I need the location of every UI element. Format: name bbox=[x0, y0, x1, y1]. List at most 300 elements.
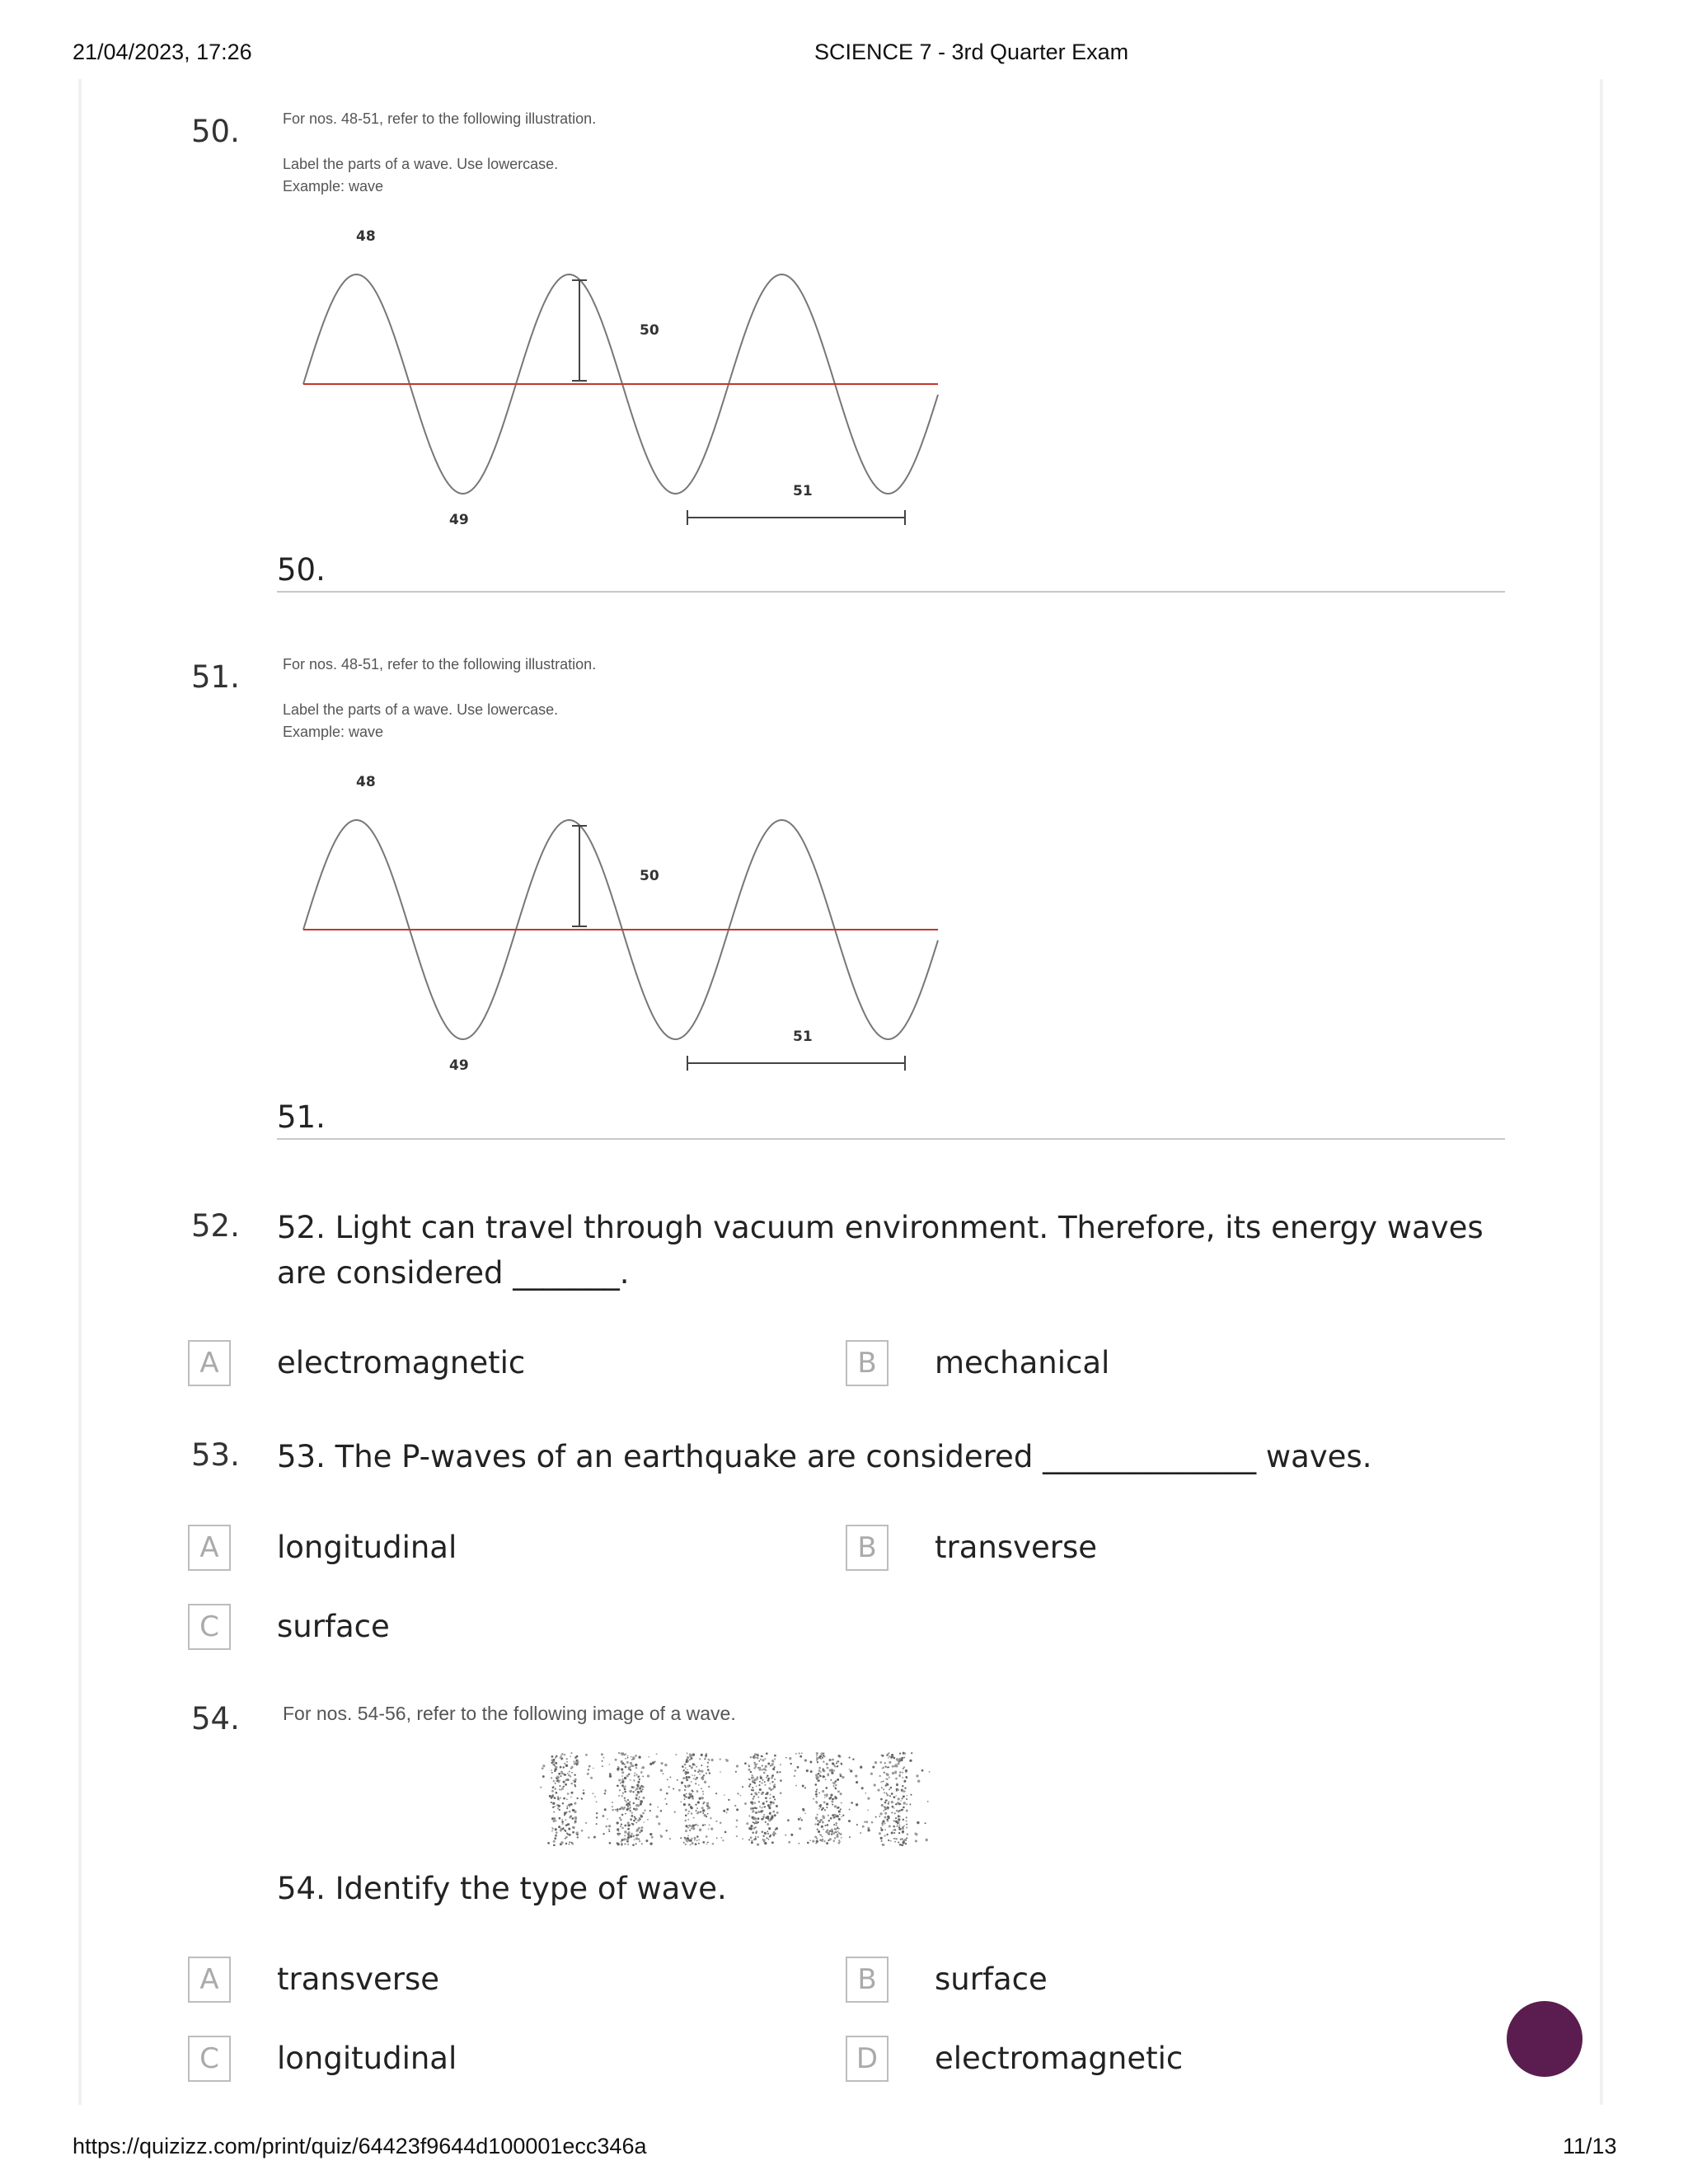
particle-dot bbox=[780, 1764, 781, 1765]
particle-dot bbox=[554, 1806, 556, 1807]
page-right-edge bbox=[1600, 79, 1603, 2105]
particle-dot bbox=[888, 1802, 889, 1804]
particle-dot bbox=[768, 1820, 770, 1821]
particle-dot bbox=[816, 1752, 818, 1755]
particle-dot bbox=[706, 1808, 708, 1810]
particle-dot bbox=[723, 1810, 725, 1812]
particle-dot bbox=[737, 1793, 739, 1795]
particle-dot bbox=[833, 1824, 835, 1825]
particle-dot bbox=[596, 1823, 598, 1825]
particle-dot bbox=[756, 1807, 757, 1809]
particle-dot bbox=[555, 1828, 557, 1830]
particle-dot bbox=[583, 1789, 584, 1791]
particle-dot bbox=[559, 1785, 560, 1787]
particle-dot bbox=[624, 1777, 626, 1779]
particle-dot bbox=[751, 1841, 753, 1844]
particle-dot bbox=[762, 1755, 763, 1757]
particle-dot bbox=[570, 1755, 571, 1757]
question-52-text: 52. Light can travel through vacuum environment. Therefore, its energy waves are considered _______. bbox=[277, 1210, 1484, 1291]
particle-dot bbox=[576, 1755, 579, 1758]
particle-dot bbox=[823, 1802, 826, 1804]
particle-dot bbox=[590, 1777, 593, 1779]
particle-dot bbox=[701, 1778, 704, 1780]
particle-dot bbox=[752, 1777, 754, 1779]
particle-dot bbox=[618, 1834, 620, 1835]
particle-dot bbox=[746, 1822, 748, 1825]
particle-dot bbox=[815, 1796, 817, 1797]
particle-dot bbox=[771, 1777, 773, 1779]
particle-dot bbox=[569, 1841, 570, 1843]
particle-dot bbox=[634, 1774, 635, 1776]
particle-dot bbox=[767, 1817, 770, 1820]
particle-dot bbox=[752, 1779, 754, 1782]
particle-dot bbox=[765, 1765, 767, 1768]
particle-dot bbox=[888, 1766, 889, 1768]
q51-answer-line[interactable] bbox=[277, 1138, 1505, 1140]
particle-dot bbox=[618, 1795, 620, 1797]
particle-dot bbox=[748, 1765, 749, 1766]
page-title: SCIENCE 7 - 3rd Quarter Exam bbox=[814, 40, 1129, 64]
particle-dot bbox=[553, 1760, 556, 1763]
q54-option-d-text[interactable]: electromagnetic bbox=[935, 2041, 1184, 2076]
particle-dot bbox=[830, 1760, 832, 1762]
q54-option-c-text[interactable]: longitudinal bbox=[277, 2041, 457, 2076]
particle-dot bbox=[757, 1755, 758, 1756]
particle-dot bbox=[895, 1821, 898, 1823]
particle-dot bbox=[903, 1807, 905, 1809]
particle-dot bbox=[722, 1840, 724, 1841]
particle-dot bbox=[626, 1801, 627, 1802]
particle-dot bbox=[567, 1779, 570, 1781]
particle-dot bbox=[560, 1755, 562, 1756]
particle-dot bbox=[624, 1830, 626, 1833]
particle-dot bbox=[701, 1765, 702, 1766]
particle-dot bbox=[767, 1779, 770, 1782]
particle-dot bbox=[893, 1832, 895, 1834]
particle-dot bbox=[751, 1816, 753, 1819]
particle-dot bbox=[902, 1785, 903, 1787]
particle-dot bbox=[703, 1774, 705, 1776]
particle-dot bbox=[757, 1821, 759, 1823]
particle-dot bbox=[814, 1783, 817, 1786]
particle-dot bbox=[809, 1761, 812, 1764]
particle-dot bbox=[810, 1770, 813, 1773]
particle-dot bbox=[689, 1830, 691, 1831]
particle-dot bbox=[720, 1771, 721, 1773]
particle-dot bbox=[771, 1789, 773, 1791]
particle-dot bbox=[701, 1770, 703, 1773]
particle-dot bbox=[572, 1831, 574, 1834]
q54-option-a-box[interactable]: A bbox=[188, 1957, 231, 2003]
particle-dot bbox=[660, 1835, 663, 1838]
particle-dot bbox=[902, 1809, 903, 1811]
particle-dot bbox=[680, 1837, 682, 1839]
particle-dot bbox=[725, 1759, 727, 1760]
particle-dot bbox=[633, 1802, 635, 1804]
particle-dot bbox=[752, 1789, 754, 1792]
q54-option-d-box[interactable]: D bbox=[846, 2036, 889, 2082]
particle-dot bbox=[629, 1790, 631, 1793]
particle-dot bbox=[692, 1842, 694, 1844]
particle-dot bbox=[710, 1827, 713, 1830]
particle-dot bbox=[865, 1793, 866, 1794]
particle-dot bbox=[698, 1784, 700, 1786]
q53-option-a-text[interactable]: longitudinal bbox=[277, 1530, 457, 1565]
particle-dot bbox=[637, 1819, 640, 1821]
particle-dot bbox=[695, 1843, 697, 1845]
particle-dot bbox=[706, 1802, 709, 1805]
particle-dot bbox=[687, 1752, 688, 1754]
particle-dot bbox=[699, 1758, 701, 1760]
particle-dot bbox=[555, 1762, 557, 1765]
particle-dot bbox=[689, 1794, 691, 1796]
particle-dot bbox=[684, 1772, 686, 1774]
particle-dot bbox=[774, 1755, 776, 1757]
particle-dot bbox=[834, 1805, 837, 1807]
particle-dot bbox=[839, 1814, 841, 1816]
particle-dot bbox=[627, 1828, 630, 1830]
particle-dot bbox=[882, 1825, 884, 1826]
particle-dot bbox=[884, 1802, 887, 1804]
particle-dot bbox=[629, 1801, 631, 1802]
particle-dot bbox=[565, 1765, 568, 1767]
particle-dot bbox=[691, 1812, 693, 1815]
particle-dot bbox=[766, 1752, 768, 1755]
q52-option-a-box[interactable]: A bbox=[188, 1340, 231, 1386]
particle-dot bbox=[821, 1825, 823, 1828]
particle-dot bbox=[769, 1835, 771, 1838]
question-53-text: 53. The P-waves of an earthquake are considered ______________ waves. bbox=[277, 1439, 1372, 1474]
particle-dot bbox=[685, 1844, 687, 1845]
particle-dot bbox=[895, 1778, 898, 1780]
particle-dot bbox=[656, 1816, 659, 1818]
particle-dot bbox=[549, 1795, 551, 1797]
particle-dot bbox=[695, 1804, 696, 1806]
particle-dot bbox=[802, 1785, 804, 1788]
particle-dot bbox=[850, 1769, 852, 1772]
label-51: 51 bbox=[793, 1029, 813, 1045]
particle-dot bbox=[822, 1815, 824, 1817]
particle-dot bbox=[760, 1777, 762, 1779]
particle-dot bbox=[666, 1803, 668, 1805]
particle-dot bbox=[691, 1766, 693, 1769]
particle-dot bbox=[573, 1780, 574, 1782]
particle-dot bbox=[865, 1821, 868, 1823]
q54-option-b-text[interactable]: surface bbox=[935, 1961, 1048, 1997]
particle-dot bbox=[625, 1753, 626, 1755]
particle-dot bbox=[639, 1840, 640, 1842]
particle-dot bbox=[596, 1801, 598, 1802]
particle-dot bbox=[551, 1755, 554, 1758]
particle-dot bbox=[753, 1818, 754, 1820]
particle-dot bbox=[552, 1802, 555, 1805]
particle-dot bbox=[699, 1811, 701, 1813]
particle-dot bbox=[596, 1816, 598, 1818]
particle-dot bbox=[617, 1808, 619, 1811]
particle-dot bbox=[776, 1811, 779, 1814]
q52-option-a-text[interactable]: electromagnetic bbox=[277, 1345, 526, 1380]
particle-dot bbox=[638, 1756, 640, 1759]
particle-dot bbox=[560, 1841, 563, 1844]
particle-dot bbox=[752, 1810, 754, 1812]
particle-dot bbox=[761, 1818, 763, 1821]
question-51-number: 51. bbox=[191, 659, 240, 695]
particle-dot bbox=[888, 1840, 889, 1841]
particle-dot bbox=[834, 1837, 836, 1839]
particle-dot bbox=[560, 1797, 561, 1799]
particle-dot bbox=[898, 1818, 900, 1821]
particle-dot bbox=[561, 1787, 563, 1788]
q51-refer-text: For nos. 48-51, refer to the following illustration. bbox=[283, 656, 597, 673]
particle-dot bbox=[884, 1812, 887, 1815]
particle-dot bbox=[602, 1765, 603, 1767]
particle-dot bbox=[576, 1797, 578, 1799]
particle-dot bbox=[568, 1844, 570, 1845]
page-url: https://quizizz.com/print/quiz/64423f9644d100001ecc346a bbox=[73, 2134, 647, 2158]
particle-dot bbox=[911, 1752, 912, 1754]
particle-dot bbox=[696, 1824, 697, 1825]
particle-dot bbox=[689, 1759, 691, 1760]
particle-dot bbox=[867, 1797, 870, 1800]
particle-dot bbox=[768, 1807, 771, 1809]
particle-dot bbox=[838, 1810, 841, 1812]
particle-dot bbox=[828, 1815, 829, 1816]
particle-dot bbox=[602, 1760, 603, 1762]
particle-dot bbox=[750, 1771, 752, 1773]
particle-dot bbox=[574, 1785, 576, 1787]
particle-dot bbox=[635, 1808, 638, 1811]
particle-dot bbox=[877, 1789, 879, 1792]
particle-dot bbox=[855, 1774, 857, 1777]
particle-dot bbox=[715, 1821, 717, 1822]
amplitude-marker bbox=[572, 826, 587, 926]
particle-dot bbox=[848, 1820, 851, 1822]
particle-dot bbox=[891, 1754, 893, 1756]
particle-dot bbox=[765, 1821, 767, 1823]
floating-action-button[interactable] bbox=[1507, 2001, 1582, 2077]
particle-dot bbox=[837, 1815, 839, 1817]
particle-dot bbox=[833, 1785, 835, 1787]
particle-dot bbox=[832, 1832, 834, 1834]
particle-dot bbox=[838, 1828, 840, 1830]
particle-dot bbox=[794, 1769, 796, 1772]
particle-dot bbox=[716, 1837, 718, 1839]
particle-dot bbox=[832, 1759, 834, 1761]
particle-dot bbox=[753, 1796, 755, 1797]
particle-dot bbox=[851, 1802, 853, 1804]
particle-dot bbox=[903, 1756, 905, 1758]
particle-dot bbox=[804, 1812, 806, 1814]
particle-dot bbox=[702, 1812, 704, 1814]
particle-dot bbox=[628, 1774, 630, 1775]
particle-dot bbox=[664, 1798, 666, 1800]
particle-dot bbox=[902, 1830, 904, 1833]
particle-dot bbox=[817, 1761, 818, 1763]
particle-dot bbox=[699, 1830, 701, 1832]
particle-dot bbox=[649, 1833, 652, 1835]
q54-option-c-box[interactable]: C bbox=[188, 2036, 231, 2082]
q53-option-b-box[interactable]: B bbox=[846, 1525, 889, 1571]
particle-dot bbox=[709, 1760, 710, 1761]
q52-option-b-box[interactable]: B bbox=[846, 1340, 889, 1386]
particle-dot bbox=[623, 1838, 626, 1840]
q52-option-b-text[interactable]: mechanical bbox=[935, 1345, 1110, 1380]
q54-option-b-box[interactable]: B bbox=[846, 1957, 889, 2003]
particle-dot bbox=[825, 1779, 827, 1780]
particle-dot bbox=[564, 1811, 566, 1814]
particle-dot bbox=[637, 1781, 640, 1783]
particle-dot bbox=[774, 1779, 776, 1780]
particle-dot bbox=[624, 1785, 626, 1787]
particle-dot bbox=[827, 1824, 829, 1826]
particle-dot bbox=[884, 1822, 885, 1824]
particle-dot bbox=[904, 1839, 907, 1841]
particle-dot bbox=[604, 1793, 606, 1794]
particle-dot bbox=[886, 1834, 888, 1835]
particle-dot bbox=[642, 1797, 645, 1799]
particle-dot bbox=[581, 1797, 583, 1799]
q53-option-c-box[interactable]: C bbox=[188, 1604, 231, 1650]
particle-dot bbox=[832, 1762, 834, 1765]
particle-dot bbox=[818, 1822, 820, 1824]
particle-dot bbox=[551, 1830, 553, 1832]
particle-dot bbox=[826, 1793, 828, 1796]
particle-dot bbox=[624, 1825, 626, 1827]
particle-dot bbox=[736, 1835, 738, 1837]
particle-dot bbox=[823, 1775, 825, 1778]
particle-dot bbox=[898, 1826, 900, 1828]
particle-dot bbox=[627, 1757, 629, 1759]
particle-dot bbox=[915, 1833, 917, 1835]
particle-dot bbox=[748, 1785, 751, 1788]
particle-dot bbox=[553, 1780, 555, 1782]
particle-dot bbox=[849, 1769, 851, 1770]
particle-dot bbox=[906, 1777, 907, 1779]
particle-dot bbox=[762, 1779, 764, 1781]
particle-dot bbox=[647, 1774, 649, 1777]
particle-dot bbox=[603, 1757, 604, 1759]
particle-dot bbox=[633, 1820, 635, 1822]
particle-dot bbox=[617, 1830, 618, 1831]
q54-option-a-text[interactable]: transverse bbox=[277, 1961, 440, 1997]
particle-dot bbox=[554, 1837, 556, 1840]
particle-dot bbox=[832, 1782, 834, 1783]
particle-dot bbox=[561, 1819, 563, 1821]
particle-dot bbox=[637, 1804, 640, 1807]
particle-dot bbox=[799, 1827, 801, 1830]
particle-dot bbox=[787, 1819, 790, 1821]
particle-dot bbox=[574, 1802, 576, 1805]
particle-dot bbox=[704, 1781, 706, 1783]
particle-dot bbox=[726, 1808, 729, 1811]
particle-dot bbox=[879, 1761, 882, 1764]
particle-dot bbox=[570, 1792, 573, 1794]
particle-dot bbox=[630, 1769, 631, 1771]
particle-dot bbox=[687, 1757, 688, 1759]
particle-dot bbox=[849, 1836, 851, 1838]
particle-dot bbox=[621, 1779, 623, 1780]
q50-answer-line[interactable] bbox=[277, 591, 1505, 593]
particle-dot bbox=[626, 1832, 628, 1834]
particle-dot bbox=[588, 1836, 590, 1839]
particle-dot bbox=[692, 1807, 693, 1809]
particle-dot bbox=[682, 1765, 684, 1768]
particle-dot bbox=[909, 1803, 911, 1805]
particle-dot bbox=[542, 1767, 544, 1769]
q51-wave-diagram bbox=[297, 768, 956, 1090]
particle-dot bbox=[813, 1798, 814, 1800]
particle-dot bbox=[903, 1766, 905, 1768]
particle-dot bbox=[757, 1757, 759, 1760]
particle-dot bbox=[688, 1811, 690, 1812]
particle-dot bbox=[683, 1794, 686, 1797]
particle-dot bbox=[899, 1771, 902, 1774]
particle-dot bbox=[841, 1764, 842, 1765]
particle-dot bbox=[903, 1780, 906, 1783]
particle-dot bbox=[761, 1782, 762, 1783]
particle-dot bbox=[641, 1843, 643, 1844]
particle-dot bbox=[860, 1766, 862, 1769]
particle-dot bbox=[706, 1835, 708, 1838]
particle-dot bbox=[898, 1797, 900, 1800]
particle-dot bbox=[577, 1836, 579, 1838]
particle-dot bbox=[621, 1768, 623, 1770]
particle-dot bbox=[841, 1802, 842, 1804]
particle-dot bbox=[681, 1782, 683, 1784]
particle-dot bbox=[553, 1811, 555, 1813]
question-53-number: 53. bbox=[191, 1437, 240, 1473]
particle-dot bbox=[551, 1769, 552, 1771]
particle-dot bbox=[624, 1788, 626, 1791]
particle-dot bbox=[867, 1827, 870, 1830]
particle-dot bbox=[790, 1834, 793, 1836]
particle-dot bbox=[824, 1794, 826, 1796]
particle-dot bbox=[707, 1807, 710, 1809]
particle-dot bbox=[838, 1818, 841, 1821]
q53-option-a-box[interactable]: A bbox=[188, 1525, 231, 1571]
particle-dot bbox=[553, 1821, 556, 1823]
particle-dot bbox=[707, 1761, 710, 1764]
particle-dot bbox=[556, 1776, 559, 1779]
particle-dot bbox=[698, 1839, 700, 1840]
particle-dot bbox=[568, 1828, 570, 1830]
particle-dot bbox=[612, 1809, 614, 1811]
particle-dot bbox=[563, 1781, 565, 1783]
q53-option-c-text[interactable]: surface bbox=[277, 1609, 390, 1644]
particle-dot bbox=[748, 1815, 750, 1816]
particle-dot bbox=[757, 1797, 759, 1798]
particle-dot bbox=[879, 1775, 881, 1777]
q53-option-b-text[interactable]: transverse bbox=[935, 1530, 1098, 1565]
particle-dot bbox=[894, 1841, 896, 1843]
particle-dot bbox=[835, 1797, 837, 1799]
particle-dot bbox=[897, 1823, 898, 1825]
particle-dot bbox=[608, 1830, 610, 1832]
particle-dot bbox=[759, 1769, 762, 1771]
particle-dot bbox=[774, 1814, 776, 1816]
particle-dot bbox=[687, 1813, 689, 1815]
particle-dot bbox=[702, 1791, 704, 1793]
particle-dot bbox=[621, 1795, 623, 1797]
particle-dot bbox=[609, 1775, 612, 1778]
particle-dot bbox=[631, 1756, 632, 1758]
particle-dot bbox=[882, 1820, 884, 1822]
particle-dot bbox=[789, 1757, 791, 1760]
particle-dot bbox=[867, 1810, 869, 1811]
particle-dot bbox=[625, 1813, 626, 1815]
particle-dot bbox=[785, 1835, 786, 1836]
particle-dot bbox=[772, 1796, 775, 1798]
